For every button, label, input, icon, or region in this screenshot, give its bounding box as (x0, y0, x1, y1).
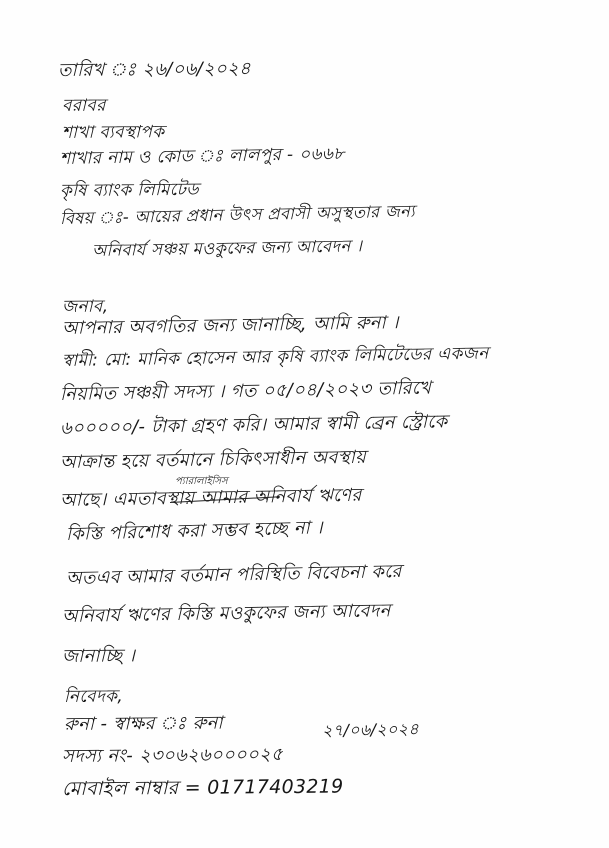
body-line-1: আপনার অবগতির জন্য জানাচ্ছি, আমি রুনা । (61, 312, 399, 339)
body-line-9: অনিবার্য ঋণের কিস্তি মওকুফের জন্য আবেদন (61, 600, 391, 627)
body-line-6: আছে। এমতাবস্থায় আমার অনিবার্য ঋণের (59, 484, 362, 511)
body-line-3: নিয়মিত সঞ্চয়ী সদস্য । গত ০৫/০৪/২০২৩ তারিখে (59, 377, 432, 405)
salutation: জনাব, (61, 296, 109, 317)
body-line-10: জানাচ্ছি । (61, 645, 136, 667)
body-line-5: আক্রান্ত হয়ে বর্তমানে চিকিৎসাধীন অবস্থায় (59, 446, 367, 473)
body-line-7: কিস্তি পরিশোধ করা সম্ভব হচ্ছে না । (65, 517, 324, 545)
recipient-to: বরাবর (61, 95, 106, 116)
body-line-2: স্বামী: মো: মানিক হোসেন আর কৃষি ব্যাংক লিমিটেডের একজন (61, 343, 489, 371)
recipient-manager: শাখা ব্যবস্থাপক (61, 122, 165, 143)
member-number: সদস্য নং- ২৩০৬২৬০০০০২৫ (61, 744, 284, 767)
bank-name: কৃষি ব্যাংক লিমিটেড (59, 179, 200, 201)
branch-info: শাখার নাম ও কোড ঃ লালপুর - ০৬৬৮ (59, 144, 345, 169)
subject-line-1: বিষয় ঃ- আয়ের প্রধান উৎস প্রবাসী অসুস্থতার জন্য (59, 201, 416, 228)
signature: রুনা - স্বাক্ষর ঃ রুনা (63, 712, 223, 735)
inserted-word: প্যারালাইসিস (175, 476, 228, 487)
body-line-8: অতএব আমার বর্তমান পরিস্থিতি বিবেচনা করে (65, 560, 402, 589)
signature-date: ২৭/০৬/২০২৪ (321, 719, 420, 740)
mobile-number: মোবাইল নাম্বার = 01717403219 (61, 775, 344, 800)
closing: নিবেদক, (63, 686, 124, 707)
subject-line-2: অনিবার্য সঞ্চয় মওকুফের জন্য আবেদন । (91, 236, 363, 260)
date-line: তারিখ ঃ ২৬/০৬/২০২৪ (57, 58, 252, 81)
body-line-4: ৬০০০০০/- টাকা গ্রহণ করি। আমার স্বামী ব্রেন স্ট্রোকে (59, 411, 448, 439)
